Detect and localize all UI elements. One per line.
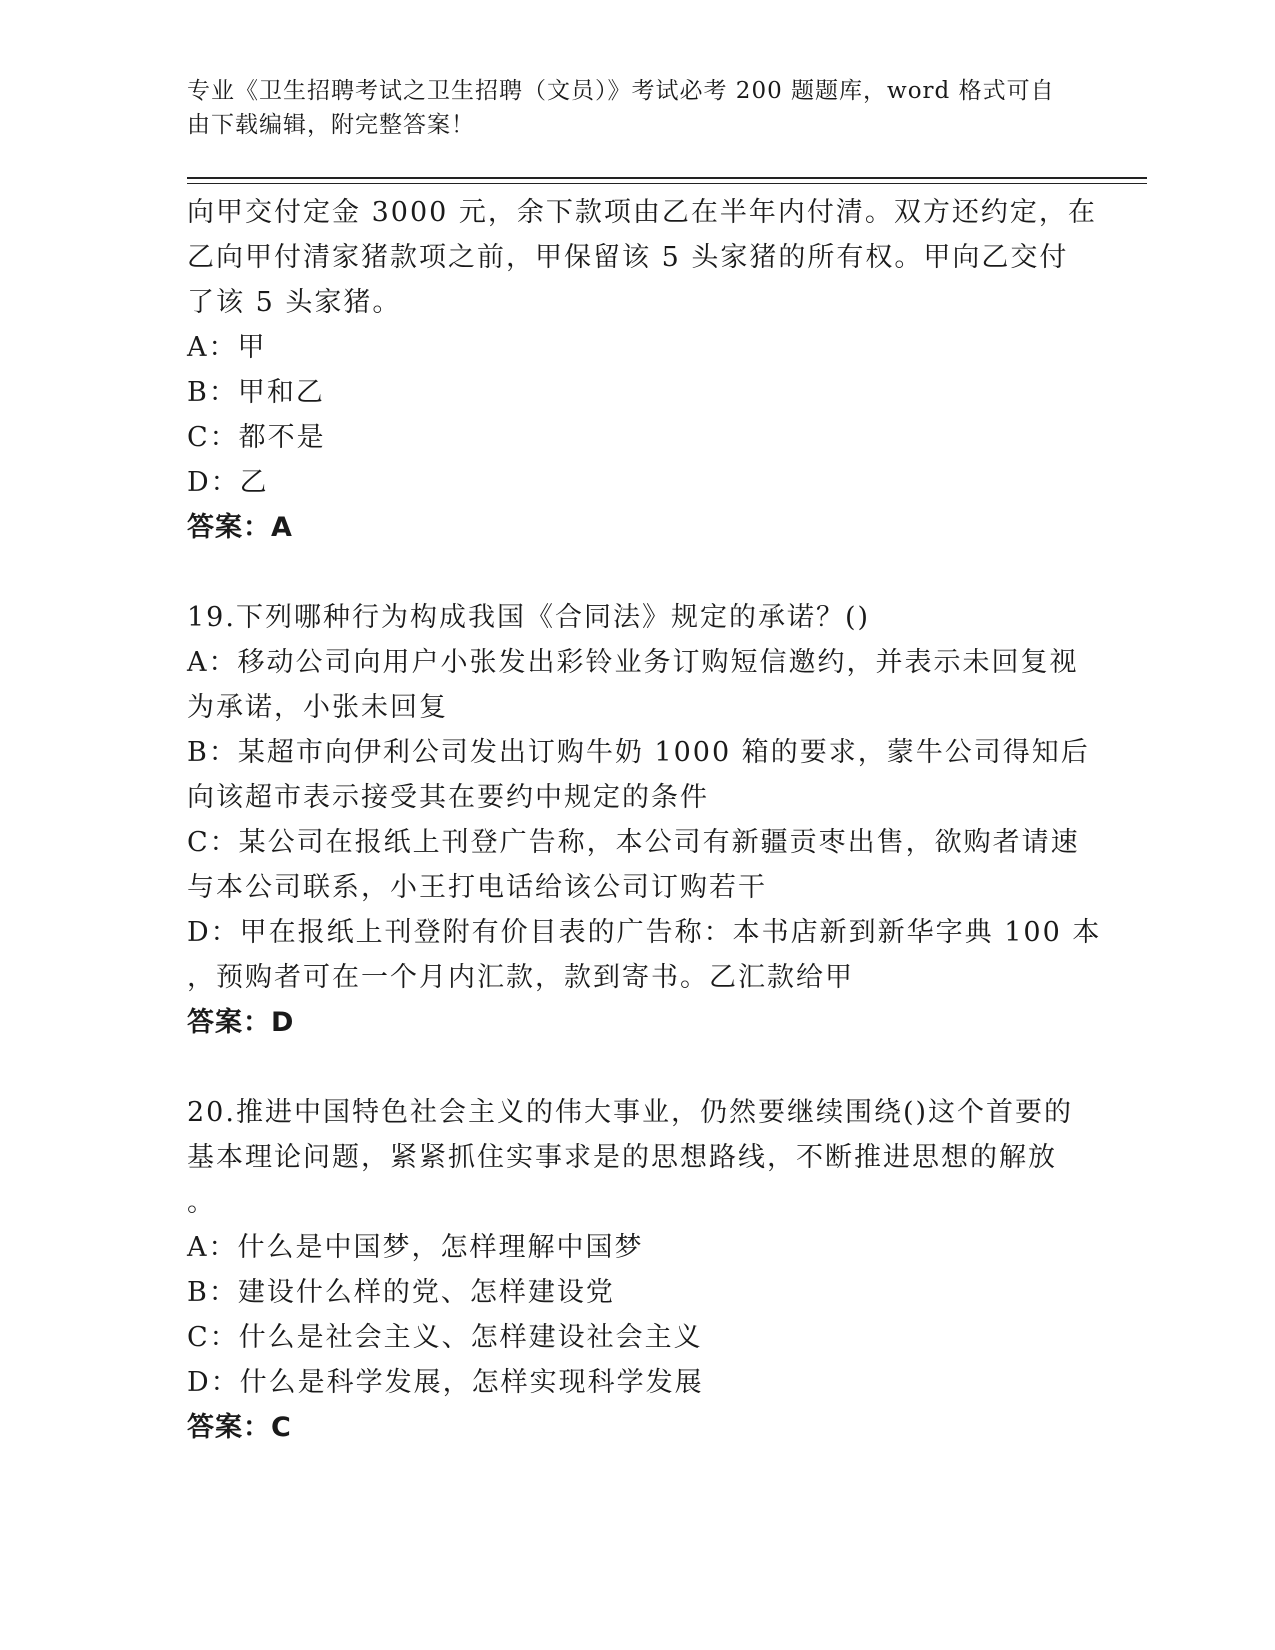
option-a: A：甲	[187, 332, 267, 363]
question-20	[187, 1090, 1074, 1450]
option-c: C：某公司在报纸上刊登广告称，本公司有新疆贡枣出售，欲购者请速	[187, 827, 1080, 858]
option-d: D：乙	[187, 467, 269, 498]
question-18	[187, 190, 1097, 550]
option-c-continued: 与本公司联系，小王打电话给该公司订购若干	[187, 872, 767, 903]
question-stem-line: 。	[187, 1187, 216, 1218]
option-b-continued: 向该超市表示接受其在要约中规定的条件	[187, 782, 709, 813]
option-b: B：某超市向伊利公司发出订购牛奶 1000 箱的要求，蒙牛公司得知后	[187, 737, 1090, 768]
option-a: A：什么是中国梦，怎样理解中国梦	[187, 1232, 644, 1263]
option-a: A：移动公司向用户小张发出彩铃业务订购短信邀约，并表示未回复视	[187, 647, 1079, 678]
option-c: C：什么是社会主义、怎样建设社会主义	[187, 1322, 703, 1353]
header-divider-thick	[187, 177, 1147, 179]
header-line: 专业《卫生招聘考试之卫生招聘（文员）》考试必考 200 题题库，word 格式可自	[187, 78, 1055, 104]
header-line: 由下载编辑，附完整答案！	[187, 112, 475, 138]
question-spacer	[187, 1045, 1067, 1090]
question-stem-line: 19.下列哪种行为构成我国《合同法》规定的承诺？()	[187, 602, 871, 633]
option-a-continued: 为承诺，小张未回复	[187, 692, 448, 723]
question-stem-line: 基本理论问题，紧紧抓住实事求是的思想路线，不断推进思想的解放	[187, 1142, 1057, 1173]
header-divider-thin	[187, 183, 1147, 184]
answer-line: 答案：D	[187, 1007, 295, 1038]
question-stem-line: 乙向甲付清家猪款项之前，甲保留该 5 头家猪的所有权。甲向乙交付	[187, 242, 1069, 273]
answer-line: 答案：A	[187, 512, 293, 543]
option-d-continued: ，预购者可在一个月内汇款，款到寄书。乙汇款给甲	[187, 962, 854, 993]
question-stem-line: 了该 5 头家猪。	[187, 287, 402, 318]
option-c: C：都不是	[187, 422, 326, 453]
question-content	[187, 190, 1102, 1450]
question-spacer	[187, 550, 1067, 595]
answer-line: 答案：C	[187, 1412, 292, 1443]
question-stem-line: 向甲交付定金 3000 元，余下款项由乙在半年内付清。双方还约定，在	[187, 197, 1097, 228]
page-header	[187, 74, 1067, 142]
option-d: D：什么是科学发展，怎样实现科学发展	[187, 1367, 704, 1398]
question-stem-line: 20.推进中国特色社会主义的伟大事业，仍然要继续围绕()这个首要的	[187, 1097, 1074, 1128]
option-d: D：甲在报纸上刊登附有价目表的广告称：本书店新到新华字典 100 本	[187, 917, 1102, 948]
option-b: B：建设什么样的党、怎样建设党	[187, 1277, 615, 1308]
option-b: B：甲和乙	[187, 377, 325, 408]
question-19	[187, 595, 1102, 1045]
